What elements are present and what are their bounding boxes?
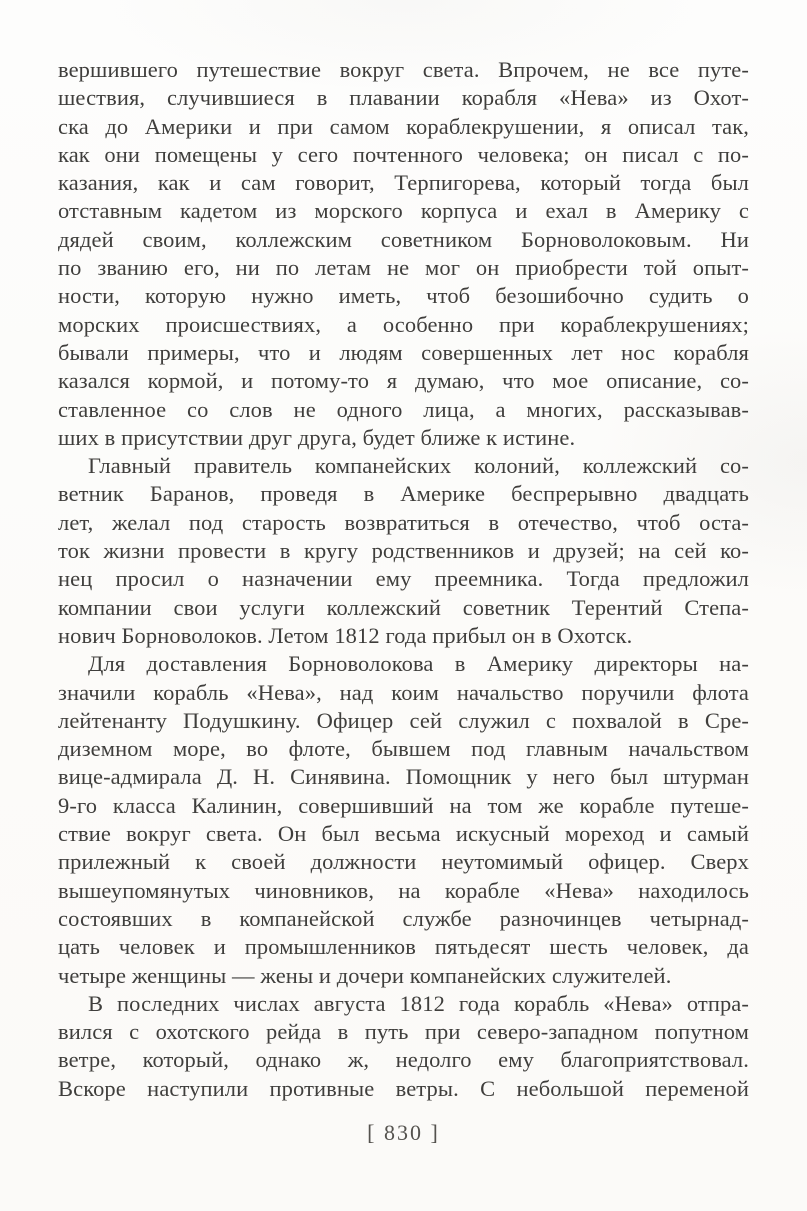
- text-line: вился с охотского рейда в путь при северо-западном попутном: [58, 1019, 749, 1045]
- text-line: диземном море, во флоте, бывшем под главным начальством: [58, 736, 749, 762]
- text-line: дядей своим, коллежским советником Борноволоковым. Ни: [58, 226, 749, 252]
- text-line: ветник Баранов, проведя в Америке беспрерывно двадцать: [58, 481, 749, 507]
- text-line: шествия, случившиеся в плавании корабля «Нева» из Охот-: [58, 85, 749, 111]
- text-line: прилежный к своей должности неутомимый офицер. Сверх: [58, 849, 749, 875]
- text-line: лейтенанту Подушкину. Офицер сей служил с похвалой в Сре-: [58, 707, 749, 733]
- text-line: вышеупомянутых чиновников, на корабле «Нева» находилось: [58, 877, 749, 903]
- text-line: ствие вокруг света. Он был весьма искусный мореход и самый: [58, 821, 749, 847]
- paragraph: [58, 56, 749, 452]
- text-line: компании свои услуги коллежский советник Терентий Степа-: [58, 594, 749, 620]
- text-line: ставленное со слов не одного лица, а многих, рассказывав-: [58, 396, 749, 422]
- text-line: как они помещены у сего почтенного человека; он писал с по-: [58, 141, 749, 167]
- paragraph: [58, 452, 749, 650]
- text-line: ветре, который, однако ж, недолго ему благоприятствовал.: [58, 1047, 749, 1073]
- text-line: ток жизни провести в кругу родственников и друзей; на сей ко-: [58, 538, 749, 564]
- text-line: вершившего путешествие вокруг света. Впрочем, не все путе-: [58, 57, 749, 82]
- paragraph: [58, 990, 749, 1103]
- page-text-block: [58, 56, 749, 1103]
- paragraph: [58, 650, 749, 990]
- text-line: четыре женщины — жены и дочери компанейских служителей.: [58, 962, 672, 988]
- text-line: казания, как и сам говорит, Терпигорева, который тогда был: [58, 170, 749, 196]
- text-line: ска до Америки и при самом кораблекрушении, я описал так,: [58, 113, 749, 139]
- text-line: ности, которую нужно иметь, чтоб безошибочно судить о: [58, 283, 749, 309]
- text-line: 9-го класса Калинин, совершивший на том же корабле путеше-: [58, 792, 749, 818]
- text-line: морских происшествиях, а особенно при кораблекрушениях;: [58, 311, 749, 337]
- text-line: Главный правитель компанейских колоний, коллежский со-: [88, 453, 749, 479]
- text-line: вице-адмирала Д. Н. Синявина. Помощник у него был штурман: [58, 764, 749, 790]
- text-line: цать человек и промышленников пятьдесят шесть человек, да: [58, 934, 749, 960]
- text-line: Вскоре наступили противные ветры. С небольшой переменой: [58, 1075, 749, 1101]
- text-line: состоявших в компанейской службе разночинцев четырнад-: [58, 905, 749, 931]
- text-line: лет, желал под старость возвратиться в отечество, чтоб оста-: [58, 509, 749, 535]
- text-line: ших в присутствии друг друга, будет ближе к истине.: [58, 424, 576, 450]
- page-number: [ 830 ]: [367, 1120, 440, 1145]
- text-line: В последних числах августа 1812 года корабль «Нева» отпра-: [88, 990, 749, 1016]
- text-line: казался кормой, и потому-то я думаю, что мое описание, со-: [58, 368, 749, 394]
- text-line: Для доставления Борноволокова в Америку директоры на-: [88, 651, 749, 677]
- text-line: отставным кадетом из морского корпуса и ехал в Америку с: [58, 198, 749, 224]
- text-line: значили корабль «Нева», над коим начальство поручили флота: [58, 679, 749, 705]
- text-line: нович Борноволоков. Летом 1812 года прибыл он в Охотск.: [58, 622, 633, 648]
- text-line: нец просил о назначении ему преемника. Тогда предложил: [58, 566, 749, 592]
- text-line: бывали примеры, что и людям совершенных лет нос корабля: [58, 339, 749, 365]
- text-line: по званию его, ни по летам не мог он приобрести той опыт-: [58, 255, 749, 281]
